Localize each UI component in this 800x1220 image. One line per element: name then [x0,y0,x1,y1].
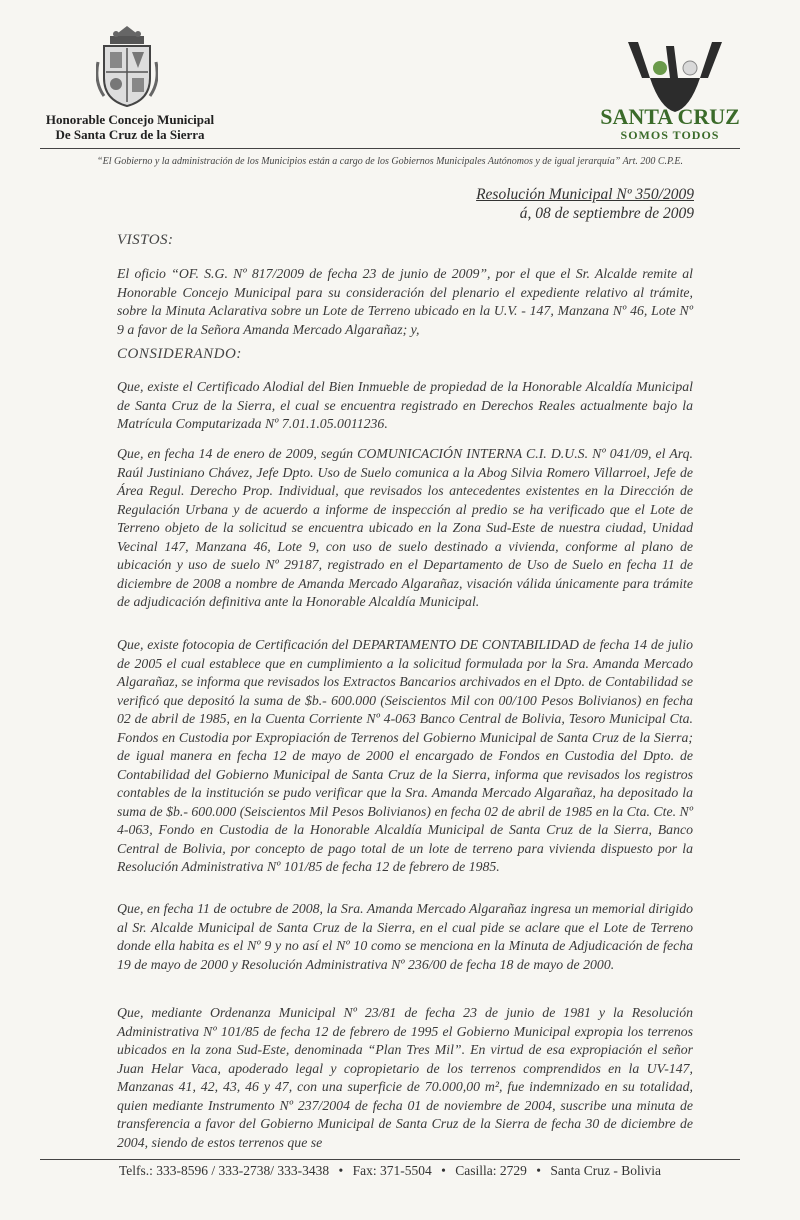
resolution-date: á, 08 de septiembre de 2009 [519,205,694,222]
resolution-title: Resolución Municipal Nº 350/2009 [476,186,694,203]
footer-city: Santa Cruz - Bolivia [550,1163,661,1178]
paragraph-1: Que, existe el Certificado Alodial del Bien Inmueble de propiedad de la Honorable Alcaldía Municipal de Santa Cruz de la Sierra, el cual se encuentra registrado en Derechos Reales actualmente bajo la Matrícula Computarizada Nº 7.01.1.05.0011236. [117,379,693,431]
footer-separator: • [338,1163,344,1178]
footer-box: Casilla: 2729 [455,1163,527,1178]
santa-cruz-logo-text [600,106,740,143]
footer-separator: • [536,1163,541,1178]
logo-title: SANTA CRUZ [600,104,740,129]
paragraph-5: Que, mediante Ordenanza Municipal Nº 23/81 de fecha 23 de junio de 1981 y la Resolución Administrativa Nº 101/85 de fecha 12 de febrero de 1995 el Gobierno Municipal expropia los terrenos ubicados en la zona Sud-Este, denominada “Plan Tres Mil”. En virtud de esa expropiación el señor Juan Helar Vaca, apoderado legal y copropietario de los terrenos comprendidos en la UV-147, Manzanas 41, 42, 43, 46 y 47, con una superficie de 70.000,00 m², fue indemnizado en su totalidad, quien mediante Instrumento Nº 237/2004 de fecha 01 de noviembre de 2004, suscribe una minuta de transferencia a favor del Gobierno Municipal de Santa Cruz de la Sierra de fecha 30 de diciembre de 2004, siendo de estos terrenos que se [117,1005,693,1150]
paragraph-3: Que, existe fotocopia de Certificación del DEPARTAMENTO DE CONTABILIDAD de fecha 14 de julio de 2005 el cual establece que en cumplimiento a la solicitud formulada por la Sra. Amanda Mercado Algarañaz, se informa que revisados los Extractos Bancarios archivados en el Dpto. de Contabilidad se verificó que depositó la suma de $b.- 600.000 (Seiscientos Mil con 00/100 Pesos Bolivianos) en fecha 02 de abril de 1985, en la Cuenta Corriente Nº 4-063 Banco Central de Bolivia, Tesoro Municipal Cta. Fondos en Custodia por Expropiación de Terrenos del Gobierno Municipal de Santa Cruz de la Sierra; de igual manera en fecha 12 de mayo de 2000 el encargado de Fondos en Custodia del Dpto. de Contabilidad del Gobierno Municipal de Santa Cruz de la Sierra, informa que revisados los registros contables de la institución se pudo verificar que la Sra. Amanda Mercado Algarañaz, ha depositado la suma de $b.- 600.000 (Seiscientos Mil Pesos Bolivianos) en fecha 02 de abril de 1985 en la Cta. Cte. Nº 4-063, Fondo en Custodia de la Honorable Alcaldía Municipal de Santa Cruz de la Sierra, Banco Central de Bolivia, por concepto de pago total de un lote de terreno para vivienda dispuesto por la Resolución Administrativa Nº 101/85 de fecha 12 de febrero de 1985. [117,637,693,874]
paragraph-4: Que, en fecha 11 de octubre de 2008, la Sra. Amanda Mercado Algarañaz ingresa un memorial dirigido al Sr. Alcalde Municipal de Santa Cruz de la Sierra, en el cual pide se aclare que el Lote de Terreno donde ella habita es el Nº 9 y no así el Nº 10 como se menciona en la Minuta de Adjudicación de fecha 19 de mayo de 2000 y Resolución Administrativa Nº 236/00 de fecha 18 de mayo de 2000. [117,901,693,972]
logo-slogan: SOMOS TODOS [620,128,720,142]
vistos-paragraph: El oficio “OF. S.G. Nº 817/2009 de fecha 23 de junio de 2009”, por el que el Sr. Alcalde remite al Honorable Concejo Municipal para su consideración del plenario el expediente relativo al trámite, sobre la Minuta Aclarativa sobre un Lote de Terreno ubicado en la U.V. - 147, Manzana Nº 46, Lote Nº 9 a favor de la Señora Amanda Mercado Algarañaz; y, [117,266,693,337]
considerando-heading: CONSIDERANDO: [117,346,242,362]
footer-separator: • [441,1163,446,1178]
footer-phones: Telfs.: 333-8596 / 333-2738/ 333-3438 [119,1163,330,1178]
council-name-line2: De Santa Cruz de la Sierra [55,127,205,142]
constitution-quote: “El Gobierno y la administración de los Municipios están a cargo de los Gobiernos Municipales Autónomos y de igual jerarquía” Art. 200 C.P.E. [97,156,683,167]
paragraph-2: Que, en fecha 14 de enero de 2009, según COMUNICACIÓN INTERNA C.I. D.U.S. Nº 041/09, el Arq. Raúl Justiniano Chávez, Jefe Dpto. Uso de Suelo comunica a la Abog Silvia Romero Villarroel, Jefe de Área Regul. Derecho Prop. Individual, que revisados los antecedentes existentes en la Dirección de Regulación Urbana y de acuerdo a informe de inspección al predio se ha verificado que el Lote de Terreno objeto de la solicitud se encuentra ubicado en la Zona Sud-Este de nuestra ciudad, Unidad Vecinal 147, Manzana 46, Lote 9, con uso de suelo destinado a vivienda, conforme al plano de ubicación y uso de suelo Nº 29187, registrado en el Departamento de Uso de Suelo en fecha 11 de diciembre de 2008 a nombre de Amanda Mercado Algarañaz, visación válida únicamente para trámite de adjudicación definitiva ante la Honorable Alcaldía Municipal. [117,446,693,609]
vistos-heading: VISTOS: [117,232,174,248]
council-name-line1: Honorable Concejo Municipal [45,112,215,127]
footer-divider [40,1159,740,1160]
council-name [30,112,230,142]
footer-fax: Fax: 371-5504 [352,1163,432,1178]
santa-cruz-logo-icon [620,38,730,112]
coat-of-arms-icon [96,22,158,108]
footer-contact [40,1163,740,1179]
header-divider [40,148,740,149]
